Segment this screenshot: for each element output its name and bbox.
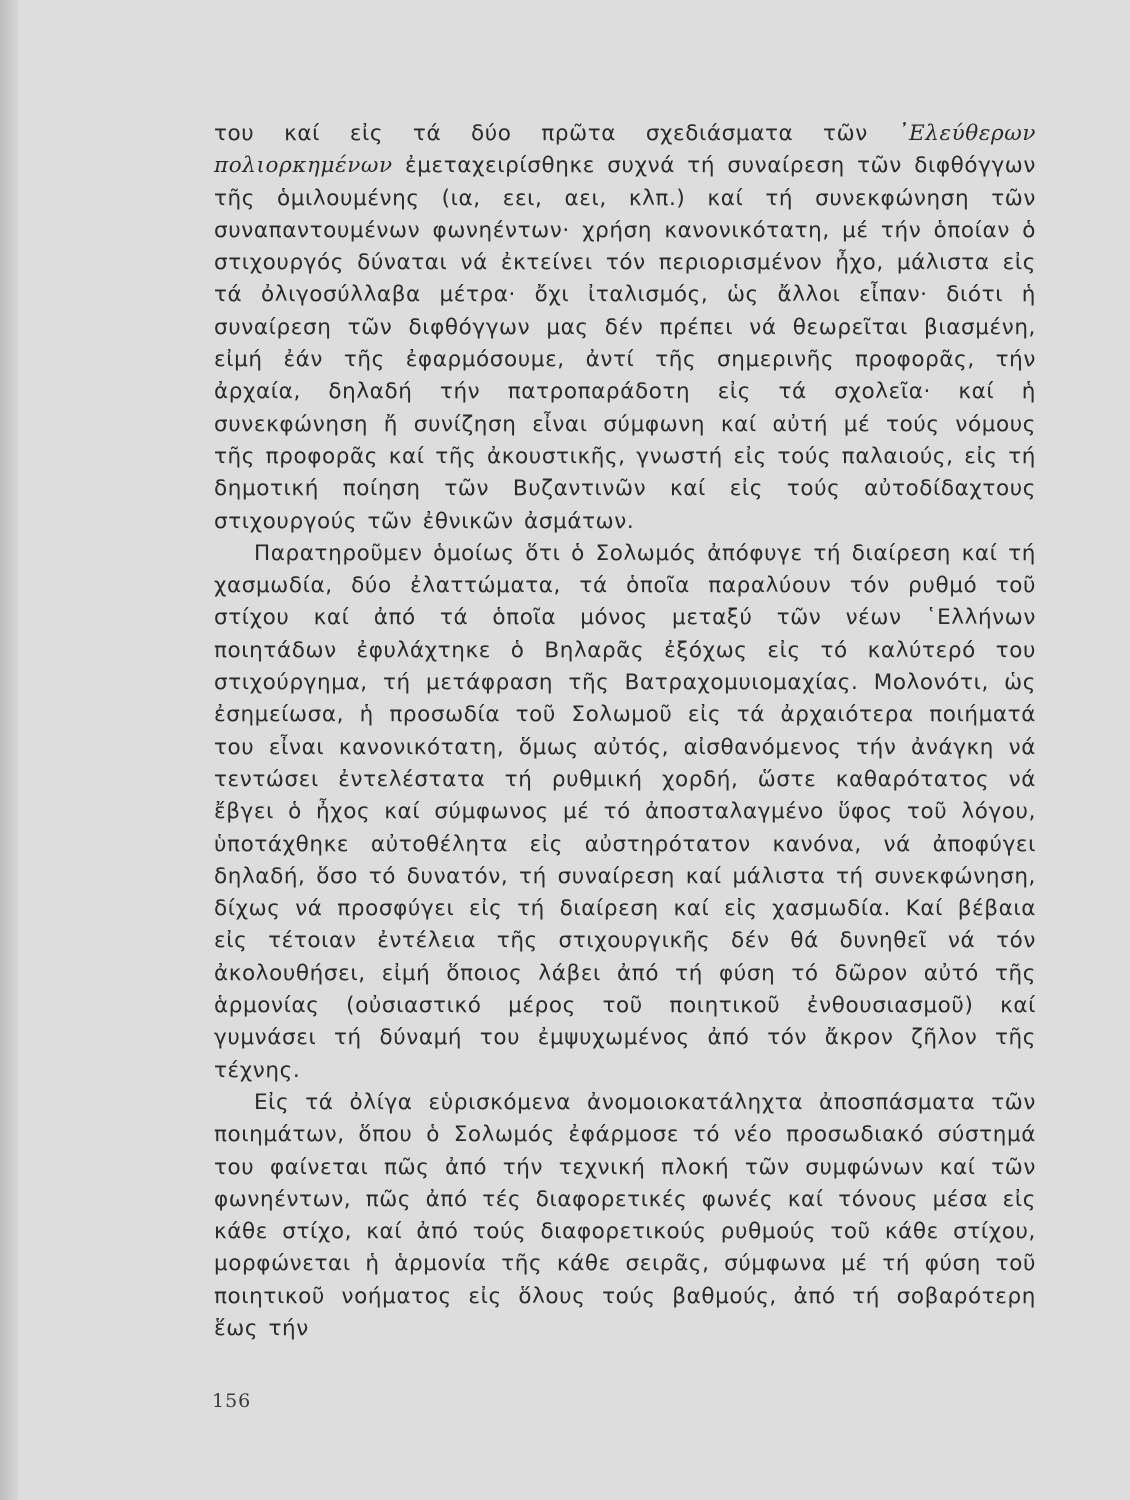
paragraph-1-run-3: ἐμεταχειρίσθηκε συχνά τή συναίρεση τῶν διφθόγγων τῆς ὁμιλουμένης (ια, εει, αει, κλπ.) καί τή συνεκφώνηση τῶν συναπαντουμένων φωνηέντων· χρήση κανονικότατη, μέ τήν ὁποίαν ὁ στιχουργός δύναται νά ἐκτείνει τόν περιορισμένον ἦχο, μάλιστα εἰς τά ὀλιγοσύλλαβα μέτρα· ὄχι ἰταλισμός, ὡς ἄλλοι εἶπαν· διότι ἡ συναίρεση τῶν διφθόγγων μας δέν πρέπει νά θεωρεῖται βιασμένη, εἰμή ἐάν τῆς ἐφαρμόσουμε, ἀντί τῆς σημερινῆς προφορᾶς, τήν ἀρχαία, δηλαδή τήν πατροπαράδοτη εἰς τά σχολεῖα· καί ἡ συνεκφώνηση ἤ συνίζηση εἶναι σύμφωνη καί αὐτή μέ τούς νόμους τῆς προφορᾶς καί τῆς ἀκουστικῆς, γνωστή εἰς τούς παλαιούς, εἰς τή δημοτική ποίηση τῶν Βυζαντινῶν καί εἰς τούς αὐτοδίδαχτους στιχουργούς τῶν ἐθνικῶν ἀσμάτων. [214,153,1036,534]
paragraph-2-run-1: Παρατηροῦμεν ὁμοίως ὅτι ὁ Σολωμός ἀπόφυγε τή διαίρεση καί τή χασμωδία, δύο ἐλαττώματα, τά ὁποῖα παραλύουν τόν ρυθμό τοῦ στίχου καί ἀπό τά ὁποῖα μόνος μεταξύ τῶν νέων ῾Ελλήνων ποιητάδων ἐφυλάχτηκε ὁ Βηλαρᾶς ἐξόχως εἰς τό καλύτερό του στιχούργημα, τή μετάφραση τῆς Βατραχομυιομαχίας. Μολονότι, ὡς ἐσημείωσα, ἡ προσωδία τοῦ Σολωμοῦ εἰς τά ἀρχαιότερα ποιήματά του εἶναι κανονικότατη, ὅμως αὐτός, αἰσθανόμενος τήν ἀνάγκη νά τεντώσει ἐντελέστατα τή ρυθμική χορδή, ὥστε καθαρότατος νά ἔβγει ὁ ἦχος καί σύμφωνος μέ τό ἀποσταλαγμένο ὕφος τοῦ λόγου, ὑποτάχθηκε αὐτοθέλητα εἰς αὐστηρότατον κανόνα, νά ἀποφύγει δηλαδή, ὅσο τό δυνατόν, τή συναίρεση καί μάλιστα τή συνεκφώνηση, δίχως νά προσφύγει εἰς τή διαίρεση καί εἰς χασμωδία. Καί βέβαια εἰς τέτοιαν ἐντέλεια τῆς στιχουργικῆς δέν θά δυνηθεῖ νά τόν ἀκολουθήσει, εἰμή ὅποιος λάβει ἀπό τή φύση τό δῶρον αὐτό τῆς ἁρμονίας (οὐσιαστικό μέρος τοῦ ποιητικοῦ ἐνθουσιασμοῦ) καί γυμνάσει τή δύναμή του ἐμψυχωμένος ἀπό τόν ἄκρον ζῆλον τῆς τέχνης. [214,540,1036,1083]
paragraph-1-run-1: του καί εἰς τά δύο πρῶτα σχεδιάσματα τῶν [214,121,898,146]
paragraph-2 [214,538,1036,1087]
paragraph-1 [214,118,1036,538]
page-stack-edge [0,0,18,1500]
paragraph-1-title-italic: ᾿Ελεύθερων πολιορκημένων [214,121,1036,179]
body-text [214,118,1036,1345]
paragraph-3-run-1: Εἰς τά ὀλίγα εὑρισκόμενα ἀνομοιοκατάληχτα ἀποσπάσματα τῶν ποιημάτων, ὅπου ὁ Σολωμός ἐφάρμοσε τό νέο προσωδιακό σύστημά του φαίνεται πῶς ἀπό τήν τεχνική πλοκή τῶν συμφώνων καί τῶν φωνηέντων, πῶς ἀπό τές διαφορετικές φωνές καί τόνους μέσα εἰς κάθε στίχο, καί ἀπό τούς διαφορετικούς ρυθμούς τοῦ κάθε στίχου, μορφώνεται ἡ ἁρμονία τῆς κάθε σειρᾶς, σύμφωνα μέ τή φύση τοῦ ποιητικοῦ νοήματος εἰς ὅλους τούς βαθμούς, ἀπό τή σοβαρότερη ἕως τήν [214,1089,1036,1341]
page-number: 156 [212,1390,252,1412]
paragraph-3 [214,1087,1036,1345]
